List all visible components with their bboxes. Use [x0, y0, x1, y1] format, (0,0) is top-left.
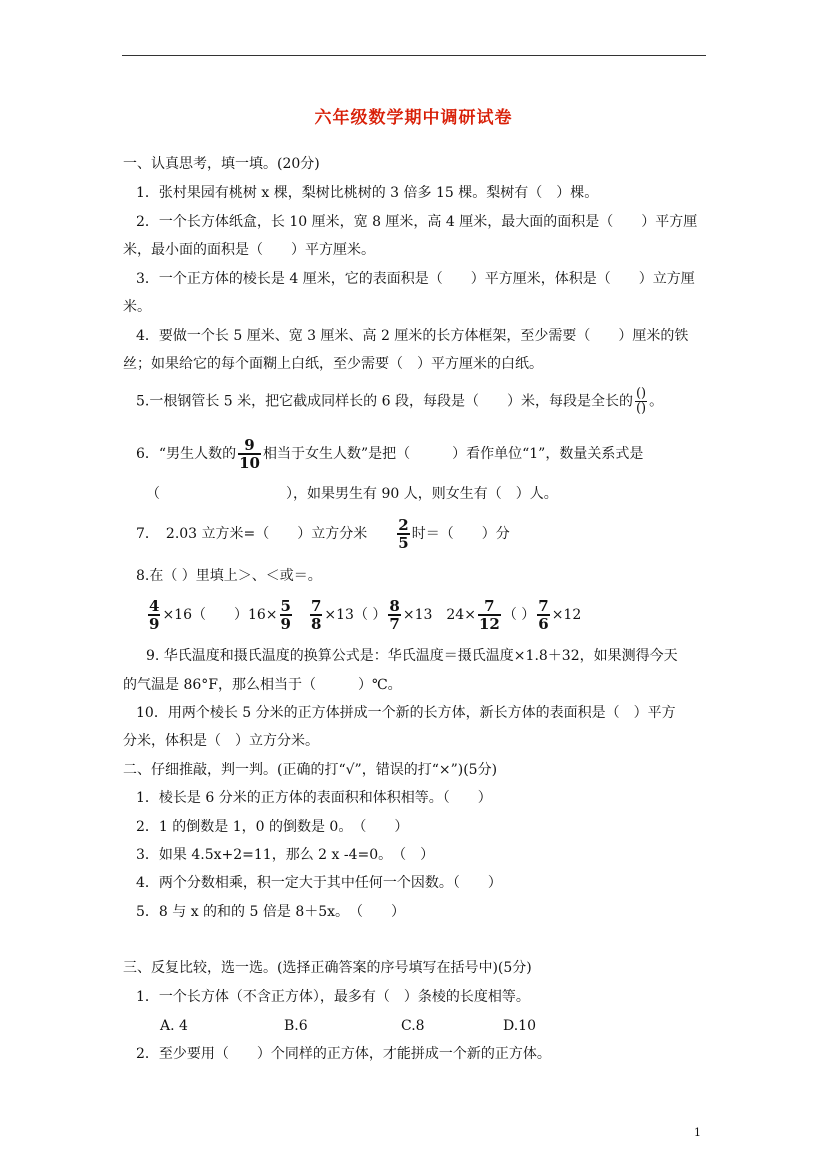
q7-frac-numerator: 2 [398, 516, 409, 534]
q7-post: 时＝（ ）分 [411, 526, 510, 542]
q5-end: 。 [649, 393, 664, 410]
q8-frac-3-d: 8 [310, 615, 322, 633]
q6-frac-numerator: 9 [238, 437, 261, 455]
q5-frac-numerator: () [635, 386, 647, 401]
s1-question-9-line2: 的气温是 86°F，那么相当于（ ）℃。 [123, 677, 402, 693]
s1-question-10-line1: 10．用两个棱长 5 分米的正方体拼成一个新的长方体，新长方体的表面积是（ ）平方 [136, 705, 676, 721]
s3-q1-option-c: C.8 [401, 1018, 425, 1034]
q7-frac-denominator: 5 [398, 534, 409, 552]
s2-question-5: 5．8 与 x 的和的 5 倍是 8＋5x。 （ ） [136, 904, 406, 920]
q8-text-4: ×13 24× [402, 607, 476, 623]
section-3-heading: 三、反复比较，选一选。(选择正确答案的序号填写在括号中)(5分) [123, 960, 532, 976]
s1-question-7 [136, 517, 510, 551]
s3-q1-option-b: B.6 [284, 1018, 308, 1034]
q8-frac-5 [478, 598, 501, 632]
s2-question-4: 4．两个分数相乘，积一定大于其中任何一个因数。（ ） [136, 875, 502, 891]
s1-question-6-line1 [136, 437, 643, 471]
q8-frac-5-d: 12 [478, 615, 500, 633]
q6-post: 相当于女生人数”是把（ ）看作单位“1”，数量关系式是 [262, 446, 644, 462]
q8-frac-4-n: 8 [389, 597, 400, 615]
q5-fraction [635, 387, 647, 416]
s1-question-3-line2: 米。 [123, 299, 151, 315]
q8-text-1: ×16（ ）16× [162, 607, 278, 623]
q8-frac-4-d: 7 [389, 615, 400, 633]
s2-question-1: 1．棱长是 6 分米的正方体的表面积和体积相等。（ ） [136, 790, 492, 806]
s3-question-1: 1．一个长方体（不含正方体），最多有（ ）条棱的长度相等。 [136, 989, 530, 1005]
q8-text-3: ×13（ ） [324, 607, 387, 623]
s1-question-8: 8.在（ ）里填上＞、＜或＝。 [136, 568, 322, 584]
s1-question-9-line1: 9. 华氏温度和摄氏温度的换算公式是：华氏温度＝摄氏温度×1.8＋32，如果测得今天 [146, 648, 678, 664]
s1-question-4-line1: 4．要做一个长 5 厘米、宽 3 厘米、高 2 厘米的长方体框架，至少需要（ ）厘米的铁 [136, 328, 689, 344]
s1-question-6-line2: （ ），如果男生有 90 人，则女生有（ ）人。 [146, 486, 558, 502]
q7-fraction [397, 517, 409, 551]
s1-question-2-line2: 米，最小面的面积是（ ）平方厘米。 [123, 242, 375, 258]
q6-frac-denominator: 10 [239, 454, 260, 472]
q8-frac-2 [280, 598, 292, 632]
q8-frac-2-n: 5 [280, 597, 291, 615]
q7-pre: 7． 2.03 立方米=（ ）立方分米 [136, 526, 368, 542]
q8-frac-6-n: 7 [538, 597, 549, 615]
q8-frac-1-d: 9 [149, 615, 160, 633]
q5-frac-denominator: () [635, 401, 647, 416]
s2-question-3: 3．如果 4.5x+2=11，那么 2 x -4=0。 （ ） [136, 847, 435, 863]
section-1-heading: 一、认真思考，填一填。(20分) [123, 156, 320, 172]
s2-question-2: 2．1 的倒数是 1，0 的倒数是 0。 （ ） [136, 819, 409, 835]
s1-question-8-expressions [146, 598, 581, 632]
s1-question-3-line1: 3．一个正方体的棱长是 4 厘米，它的表面积是（ ）平方厘米，体积是（ ）立方厘 [136, 271, 695, 287]
page-title: 六年级数学期中调研试卷 [314, 108, 513, 128]
q8-frac-6-d: 6 [538, 615, 549, 633]
s3-q1-option-a: A. 4 [160, 1018, 188, 1034]
q8-text-5: （ ） [502, 607, 536, 623]
q5-text: 5.一根钢管长 5 米，把它截成同样长的 6 段，每段是（ ）米，每段是全长的 [136, 393, 633, 410]
s1-question-4-line2: 丝；如果给它的每个面糊上白纸，至少需要（ ）平方厘米的白纸。 [123, 356, 543, 372]
q8-frac-4 [388, 598, 400, 632]
q8-frac-1 [148, 598, 160, 632]
q8-frac-6 [537, 598, 549, 632]
header-rule [122, 55, 706, 56]
s1-question-5 [136, 387, 663, 416]
s3-q1-option-d: D.10 [503, 1018, 536, 1034]
s1-question-10-line2: 分米，体积是（ ）立方分米。 [123, 733, 319, 749]
q6-pre: 6．“男生人数的 [136, 446, 237, 462]
q8-frac-1-n: 4 [149, 597, 160, 615]
s1-question-2-line1: 2．一个长方体纸盒，长 10 厘米，宽 8 厘米，高 4 厘米，最大面的面积是（ ）平方厘 [136, 214, 698, 230]
s1-question-1: 1．张村果园有桃树 x 棵，梨树比桃树的 3 倍多 15 棵。梨树有（ ）棵。 [136, 185, 599, 201]
q8-frac-3 [310, 598, 322, 632]
q8-frac-3-n: 7 [310, 597, 322, 615]
page-number: 1 [694, 1126, 701, 1139]
q8-frac-5-n: 7 [478, 598, 501, 616]
q6-fraction [238, 437, 261, 471]
q8-text-6: ×12 [551, 607, 582, 623]
section-2-heading: 二、仔细推敲，判一判。(正确的打“√”，错误的打“×”)(5分) [123, 762, 498, 778]
s3-question-2: 2．至少要用（ ）个同样的正方体，才能拼成一个新的正方体。 [136, 1046, 551, 1062]
q8-frac-2-d: 9 [280, 615, 291, 633]
